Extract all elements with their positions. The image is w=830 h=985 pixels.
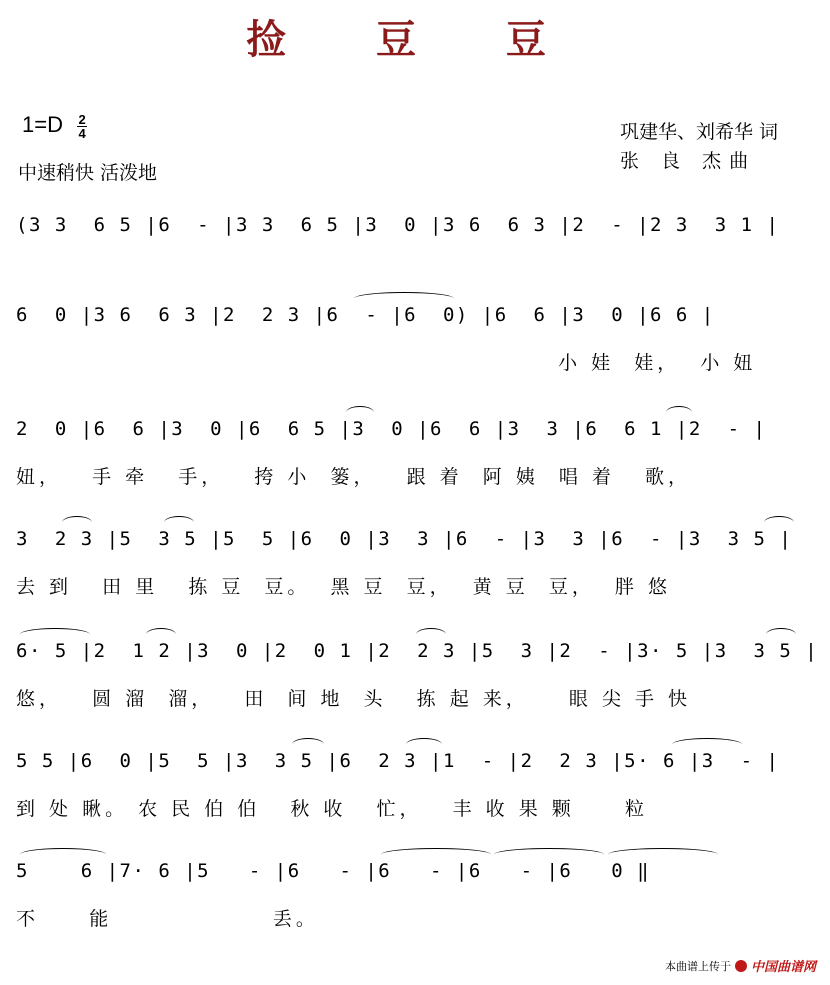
slur: [666, 406, 692, 419]
slur: [764, 516, 794, 529]
slur: [381, 848, 491, 861]
time-signature: [77, 113, 87, 140]
site-name[interactable]: 中国曲谱网: [750, 960, 816, 975]
slur: [672, 738, 742, 751]
slur: [416, 628, 446, 641]
lyrics-line: 小 娃 娃， 小 妞: [16, 352, 757, 374]
notation-line: (3 3 6 5 |6 - |3 3 6 5 |3 0 |3 6 6 3 |2 - |2 3 3 1 |: [16, 214, 780, 236]
slur: [292, 738, 324, 751]
slur: [164, 516, 194, 529]
slur: [20, 628, 90, 641]
footer-text: 本曲谱上传于: [664, 959, 731, 973]
lyrics-line: 悠， 圆 溜 溜， 田 间 地 头 拣 起 来， 眼 尖 手 快: [16, 688, 692, 710]
slur: [354, 292, 454, 305]
notation-line: 5 6 |7· 6 |5 - |6 - |6 - |6 - |6 0 ‖: [16, 860, 651, 882]
time-bottom: 4: [78, 125, 86, 141]
slur: [146, 628, 176, 641]
key-label: 1=D: [22, 112, 63, 137]
lyrics-line: 不 能 丢。: [16, 908, 319, 930]
notation-line: 3 2 3 |5 3 5 |5 5 |6 0 |3 3 |6 - |3 3 |6 - |3 3 5 |: [16, 528, 793, 550]
page-title: 捡 豆 豆: [246, 16, 584, 63]
slur: [406, 738, 442, 751]
notation-line: 6 0 |3 6 6 3 |2 2 3 |6 - |6 0) |6 6 |3 0 |6 6 |: [16, 304, 715, 326]
tempo-marking: 中速稍快 活泼地: [18, 162, 158, 184]
slur: [346, 406, 374, 419]
slur: [766, 628, 796, 641]
lyricist-credit: 巩建华、刘希华 词: [620, 121, 779, 143]
source-footer: [665, 956, 816, 975]
time-top: 2: [78, 111, 86, 127]
notation-line: 6· 5 |2 1 2 |3 0 |2 0 1 |2 2 3 |5 3 |2 - |3· 5 |3 3 5 |: [16, 640, 819, 662]
notation-line: 5 5 |6 0 |5 5 |3 3 5 |6 2 3 |1 - |2 2 3 |5· 6 |3 - |: [16, 750, 780, 772]
composer-credit: 张 良 杰曲: [620, 150, 757, 172]
lyrics-line: 妞， 手 牵 手， 挎 小 篓， 跟 着 阿 姨 唱 着 歌，: [16, 466, 692, 488]
slur: [20, 848, 106, 861]
slur: [62, 516, 92, 529]
slur: [608, 848, 718, 861]
lyrics-line: 到 处 瞅。 农 民 伯 伯 秋 收 忙， 丰 收 果 颗 粒: [16, 798, 648, 820]
notation-line: 2 0 |6 6 |3 0 |6 6 5 |3 0 |6 6 |3 3 |6 6 1 |2 - |: [16, 418, 767, 440]
slur: [494, 848, 604, 861]
lyrics-line: 去 到 田 里 拣 豆 豆。 黑 豆 豆， 黄 豆 豆， 胖 悠: [16, 576, 671, 598]
key-signature: [22, 112, 87, 140]
site-logo-icon: [735, 960, 747, 972]
